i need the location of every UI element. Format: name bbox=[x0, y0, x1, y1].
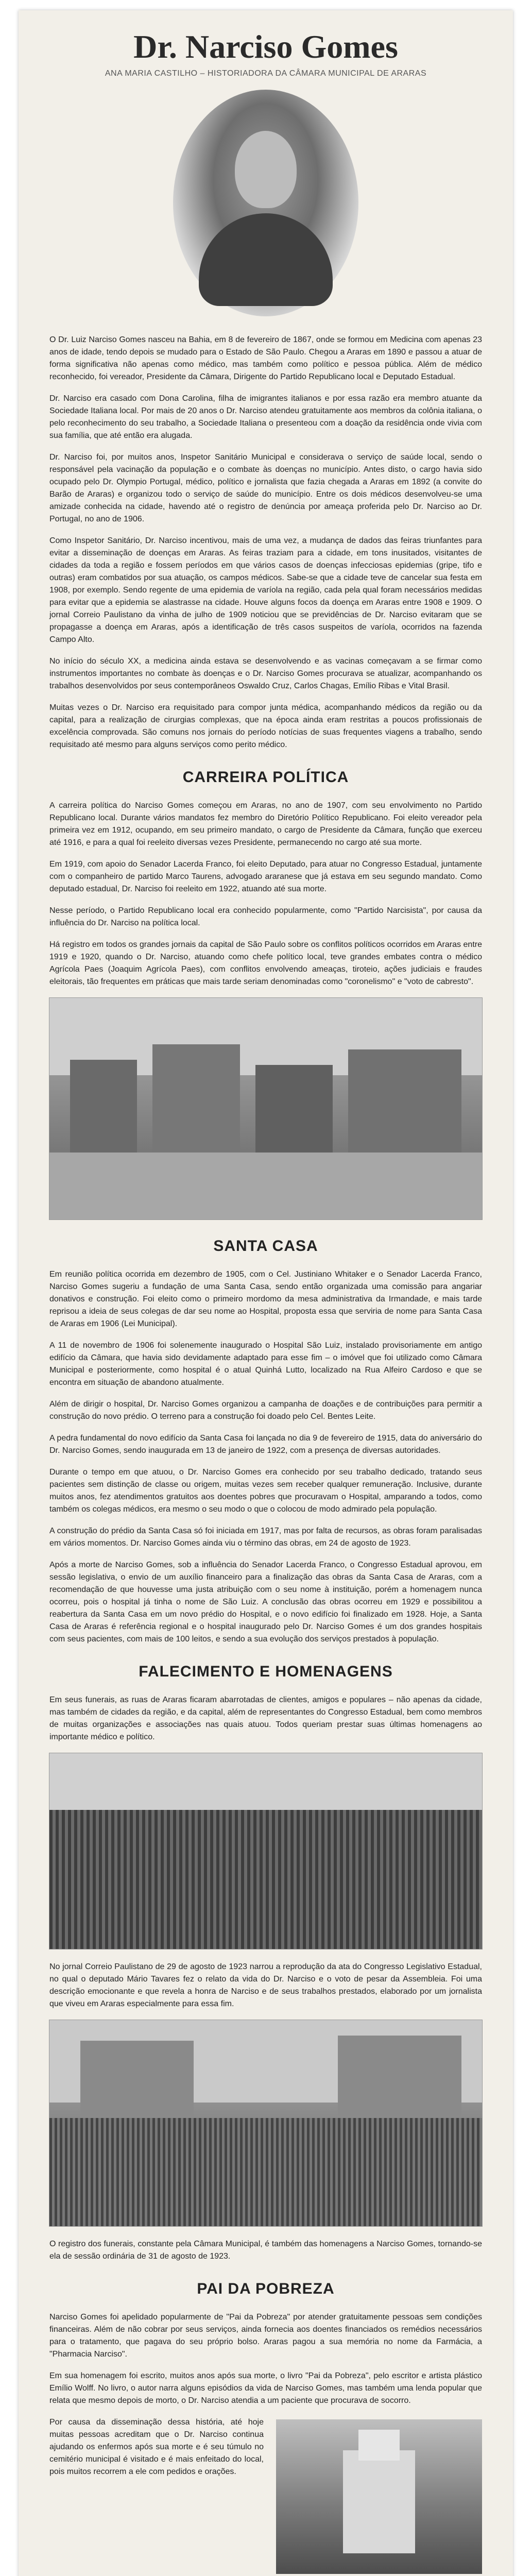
pai-pobreza-section bbox=[19, 2311, 513, 2576]
paragraph: No início do século XX, a medicina ainda estava se desenvolvendo e as vacinas começavam a se firmar como instrumentos importantes no combate às doenças e o Dr. Narciso Gomes procurava se atualizar, acompanhando os trabalhos desenvolvidos por seus contemporâneos Oswaldo Cruz, Carlos Chagas, Emílio Ribas e Vital Brasil. bbox=[49, 657, 482, 690]
paragraph: Em 1919, com apoio do Senador Lacerda Franco, foi eleito Deputado, para atuar no Congresso Estadual, juntamente com o companheiro de partido Marco Taurens, advogado araranese que já estava em seu segundo mandato. Como deputado estadual, Dr. Narciso foi reeleito em 1922, atuando até sua morte. bbox=[49, 860, 482, 893]
paragraph: Dr. Narciso foi, por muitos anos, Inspetor Sanitário Municipal e considerava o serviço de saúde local, sendo o responsável pela vacinação da população e o combate às doenças no município. Antes disto, o cargo havia sido ocupado pelo Dr. Olympio Portugal, médico, político e jornalista que fazia chegada a Araras em 1892 (a convite do Barão de Araras) e organizou todo o serviço de saúde do município. Entre os dois médicos desenvolveu-se uma amizade conhecida na cidade, havendo até o registro de denúncia por ameaça proferida pelo Dr. Narciso ao Dr. Portugal, no ano de 1906. bbox=[49, 453, 482, 523]
paragraph: A pedra fundamental do novo edifício da Santa Casa foi lançada no dia 9 de fevereiro de 1915, data do aniversário do Dr. Narciso Gomes, sendo inaugurada em 13 de janeiro de 1922, com a presença de diversas autoridades. bbox=[49, 1434, 482, 1455]
paragraph: O Dr. Luiz Narciso Gomes nasceu na Bahia, em 8 de fevereiro de 1867, onde se formou em Medicina com apenas 23 anos de idade, tendo depois se mudado para o Estado de São Paulo. Chegou a Araras em 1890 e passou a atuar de forma significativa não apenas como médico, mas também como político e pessoa pública. Além de médico reconhecido, foi vereador, Presidente da Câmara, Dirigente do Partido Republicano local e Deputado Estadual. bbox=[49, 335, 482, 381]
section-heading-carreira: CARREIRA POLÍTICA bbox=[182, 769, 349, 786]
intro-section bbox=[19, 334, 513, 751]
santa-casa-section bbox=[19, 1268, 513, 1646]
portrait bbox=[19, 90, 513, 316]
paragraph: Há registro em todos os grandes jornais da capital de São Paulo sobre os conflitos políticos ocorridos em Araras entre 1919 e 1920, quando o Dr. Narciso, atuando como chefe político local, teve grandes embates contra o médico Agrícola Paes (Joaquim Agrícola Paes), com conflitos envolvendo ameaças, tiroteio, ações judiciais e fraudes eleitorais, tão frequentes em práticas que mais tarde seriam denominadas como "coronelismo" e "voto de cabresto". bbox=[49, 940, 482, 986]
paragraph: A carreira política do Narciso Gomes começou em Araras, no ano de 1907, com seu envolvimento no Partido Republicano local. Durante vários mandatos fez membro do Diretório Político Republicano. Foi eleito vereador pela primeira vez em 1912, ocupando, em seu primeiro mandato, o cargo de Presidente da Câmara, função que exerceu até 1916, e para a qual foi reeleito diversas vezes Presidente, permanecendo no cargo até sua morte. bbox=[49, 801, 482, 847]
section-heading-santa-casa: SANTA CASA bbox=[213, 1238, 318, 1255]
paragraph: Em seus funerais, as ruas de Araras ficaram abarrotadas de clientes, amigos e populares – não apenas da cidade, mas também de cidades da região, e da capital, além de representantes do Congresso Estadual, bem como membros de muitas organizações e associações nas quais atuou. Todos queriam prestar suas últimas homenagens ao importante médico e político. bbox=[49, 1696, 482, 1741]
header bbox=[19, 10, 513, 78]
falecimento-section-end bbox=[19, 2238, 513, 2263]
paragraph: A construção do prédio da Santa Casa só foi iniciada em 1917, mas por falta de recursos, as obras foram paralisadas em vários momentos. Dr. Narciso Gomes ainda viu o término das obras, em 24 de agosto de 1923. bbox=[49, 1527, 482, 1548]
article-page bbox=[19, 10, 513, 2576]
carreira-section bbox=[19, 800, 513, 988]
section-heading-falecimento: FALECIMENTO E HOMENAGENS bbox=[139, 1663, 393, 1680]
paragraph: Em reunião política ocorrida em dezembro de 1905, com o Cel. Justiniano Whitaker e o Senador Lacerda Franco, Narciso Gomes sugeriu a fundação de uma Santa Casa, sendo então organizada uma comissão para angariar donativos e construção. Foi eleito como o primeiro mordomo da mesa administrativa da Irmandade, e mais tarde reprisou a ideia de seus colegas de dar seu nome ao Hospital, proposta essa que serviria de nome para Santa Casa de Araras em 1906 (Lei Municipal). bbox=[49, 1270, 482, 1328]
historic-photo-procession bbox=[49, 2020, 483, 2227]
portrait-photo bbox=[173, 90, 358, 316]
paragraph: Além de dirigir o hospital, Dr. Narciso Gomes organizou a campanha de doações e de contribuições para permitir a construção do novo prédio. O terreno para a construção foi doado pelo Cel. Bentes Leite. bbox=[49, 1400, 482, 1421]
photo-tomb bbox=[276, 2419, 482, 2574]
paragraph: Nesse período, o Partido Republicano local era conhecido popularmente, como "Partido Narcisista", por causa da influência do Dr. Narciso na política local. bbox=[49, 906, 482, 927]
paragraph: A 11 de novembro de 1906 foi solenemente inaugurado o Hospital São Luiz, instalado provisoriamente em antigo edifício da Câmara, que havia sido devidamente adaptado para esse fim – o imóvel que foi utilizado como Câmara Municipal e posteriormente, como hospital é o atual Quinhá Lutto, localizado na Rua Alfeiro Cardoso e que se encontra em situação de abandono atualmente. bbox=[49, 1341, 482, 1387]
paragraph: Após a morte de Narciso Gomes, sob a influência do Senador Lacerda Franco, o Congresso Estadual aprovou, em sessão legislativa, o envio de um auxílio financeiro para a finalização das obras da Santa Casa de Araras, com a recomendação de que houvesse uma justa atribuição com o seu nome à instituição, porém a homenagem nunca ocorreu, pois o hospital já tinha o nome de São Luiz. A conclusão das obras ocorreu em 1929 e possibilitou a reabertura da Santa Casa em um novo prédio do Hospital, e o novo edifício foi finalizado em 1928. Hoje, a Santa Casa de Araras é referência regional e o hospital inaugurado pelo Dr. Narciso Gomes é um dos grandes hospitais com seus pacientes, com mais de 100 leitos, e sendo a sua evolução dos serviços prestados à população. bbox=[49, 1561, 482, 1643]
page-title: Dr. Narciso Gomes bbox=[133, 28, 398, 65]
paragraph: Em sua homenagem foi escrito, muitos anos após sua morte, o livro "Pai da Pobreza", pelo escritor e artista plástico Emílio Wolff. No livro, o autor narra alguns episódios da vida de Narciso Gomes, mas também uma lenda popular que relata que mesmo depois de morto, o Dr. Narciso atendia a um paciente que procurava de socorro. bbox=[49, 2371, 482, 2405]
section-heading-pai-pobreza: PAI DA POBREZA bbox=[197, 2280, 335, 2297]
paragraph: Durante o tempo em que atuou, o Dr. Narciso Gomes era conhecido por seu trabalho dedicado, tratando seus pacientes sem distinção de classe ou origem, muitas vezes sem receber qualquer remuneração. Inclusive, durante muitos anos, fez atendimentos gratuitos aos doentes pobres que procuravam o Hospital, amparando a todos, como também os colegas médicos, era mesmo o seu modo o que o colocou de modo admirado pela população. bbox=[49, 1468, 482, 1514]
paragraph: Como Inspetor Sanitário, Dr. Narciso incentivou, mais de uma vez, a mudança de dados das feiras triunfantes para evitar a disseminação de doenças em Araras. As feiras traziam para a cidade, em tons inusitados, visitantes de cidades da toda a região e fossem períodos em que vários casos de doenças infecciosas epidemias (gripe, tifo e outras) eram combatidos por sua atuação, os campos médicos. Sabe-se que a cidade teve de cancelar sua festa em 1908, por exemplo. Sendo regente de uma epidemia de varíola na região, cada pela qual foram necessários medidas para evitar que a epidemia se alastrasse na cidade. Houve alguns focos da doença em Araras entre 1908 e 1909. O jornal Correio Paulistano da vinha de julho de 1909 noticiou que se previdências de Dr. Narciso evitaram que se propagasse a doença em Araras, após a identificação de três casos suspeitos de varíola, ocorridos na fazenda Campo Alto. bbox=[49, 536, 482, 644]
paragraph: Muitas vezes o Dr. Narciso era requisitado para compor junta médica, acompanhando médicos da região ou da capital, para a realização de cirurgias complexas, que na época ainda eram restritas a poucos profissionais de excelência comprovada. São comuns nos jornais do período notícias de suas frequentes viagens a trabalho, sendo requisitado até mesmo para alguns serviços como perito médico. bbox=[49, 703, 482, 749]
author-line: ANA MARIA CASTILHO – HISTORIADORA DA CÂMARA MUNICIPAL DE ARARAS bbox=[105, 69, 427, 78]
paragraph: Narciso Gomes foi apelidado popularmente de "Pai da Pobreza" por atender gratuitamente pessoas sem condições financeiras. Além de não cobrar por seus serviços, ainda fornecia aos doentes financiados os remédios necessários para o tratamento, que pagava do seu próprio bolso. Araras pagou a sua memória no nome da Farmácia, a "Pharmacia Narciso". bbox=[49, 2313, 482, 2359]
paragraph: Dr. Narciso era casado com Dona Carolina, filha de imigrantes italianos e por essa razão era membro atuante da Sociedade Italiana local. Por mais de 20 anos o Dr. Narciso atendeu gratuitamente aos membros da colônia italiana, o pelo reconhecimento do seu trabalho, a Sociedade Italiana o presenteou com a doação da residência onde vivia com sua família, que até então era alugada. bbox=[49, 394, 482, 440]
paragraph: O registro dos funerais, constante pela Câmara Municipal, é também das homenagens a Narciso Gomes, tornando-se ela de sessão ordinária de 31 de agosto de 1923. bbox=[49, 2240, 482, 2261]
falecimento-section-cont bbox=[19, 1961, 513, 2010]
falecimento-section bbox=[19, 1694, 513, 1743]
paragraph: Por causa da disseminação dessa história, até hoje muitas pessoas acreditam que o Dr. Narciso continua ajudando os enfermos após sua morte e é seu túmulo no cemitério municipal é visitado e é mais enfeitado do local, pois muitos recorrem a ele com pedidos e orações. bbox=[49, 2418, 264, 2476]
historic-photo-funeral-crowd bbox=[49, 1753, 483, 1950]
historic-photo-street bbox=[49, 997, 483, 1220]
paragraph: No jornal Correio Paulistano de 29 de agosto de 1923 narrou a reprodução da ata do Congresso Legislativo Estadual, no qual o deputado Mário Tavares fez o relato da vida do Dr. Narciso e o voto de pesar da Assembleia. Foi uma descrição emocionante e que revela a honra de Narciso e de seus trabalhos prestados, elaborado por um jornalista que viveu em Araras especialmente para essa fim. bbox=[49, 1962, 482, 2008]
